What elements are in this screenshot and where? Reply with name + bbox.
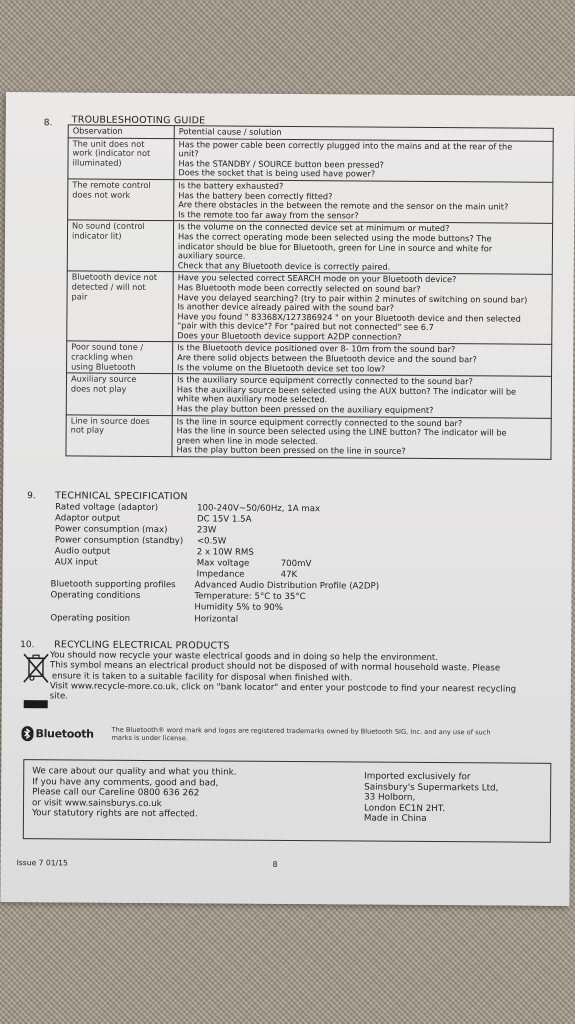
spec-label: Power consumption (max) bbox=[54, 524, 168, 536]
bluetooth-trademark-note bbox=[111, 726, 541, 745]
care-line: Please call our Careline 0800 636 262 bbox=[32, 787, 200, 799]
cause-cell bbox=[173, 342, 552, 376]
cause-line: Are there obstacles in the between the remote and the sensor on the main unit? bbox=[178, 199, 509, 212]
spec-label: Audio output bbox=[54, 546, 111, 557]
recycling-text bbox=[50, 650, 570, 705]
observation-line: using Bluetooth bbox=[71, 361, 136, 372]
recycling-line: Visit www.recycle-more.co.uk, click on "bank locator" and enter your postcode to find your nearest recycling bbox=[49, 681, 517, 695]
cause-line: Does the socket that is being used have power? bbox=[178, 167, 376, 179]
cause-line: Is another device already paired with the sound bar? bbox=[177, 301, 395, 313]
cause-line: Is the battery exhausted? bbox=[178, 180, 284, 191]
spec-value: Max voltage bbox=[196, 558, 250, 569]
care-line: We care about our quality and what you think. bbox=[32, 766, 237, 778]
address-line: Sainsbury's Supermarkets Ltd, bbox=[364, 782, 499, 794]
cause-line: Has the correct operating mode been selected using the mode buttons? The bbox=[177, 231, 492, 244]
cause-line: Are there solid objects between the Bluetooth device and the sound bar? bbox=[177, 352, 477, 365]
recycling-line: You should now recycle your waste electrical goods and in doing so help the environment. bbox=[50, 650, 439, 664]
cause-line: Have you selected correct SEARCH mode on your Bluetooth device? bbox=[177, 272, 457, 285]
spec-value: 47K bbox=[280, 569, 298, 581]
cause-cell bbox=[173, 221, 552, 275]
spec-value: 100-240V~50/60Hz, 1A max bbox=[197, 503, 321, 515]
address-line: 33 Holborn, bbox=[364, 792, 416, 803]
address-line: Imported exclusively for bbox=[364, 771, 471, 783]
observation-cell bbox=[66, 415, 172, 457]
table-row bbox=[67, 341, 552, 376]
cause-line: Has the STANDBY / SOURCE button been pressed? bbox=[178, 157, 384, 170]
cause-header: Potential cause / solution bbox=[174, 126, 553, 141]
spec-label: Rated voltage (adaptor) bbox=[55, 502, 159, 514]
section-9-number: 9. bbox=[27, 491, 36, 502]
note-line: marks is under license. bbox=[111, 733, 188, 743]
troubleshooting-table bbox=[65, 124, 553, 459]
careline-box bbox=[23, 759, 552, 843]
observation-line: work (indicator not bbox=[72, 147, 151, 159]
spec-value: <0.5W bbox=[196, 536, 227, 547]
spec-value: Horizontal bbox=[194, 614, 239, 625]
troubleshooting-title: TROUBLESHOOTING GUIDE bbox=[71, 114, 206, 127]
cause-line: Has the auxiliary source been selected using the AUX button? The indicator will be bbox=[176, 384, 517, 397]
observation-cell bbox=[66, 373, 172, 415]
cause-line: Has the play button been pressed on the line in source? bbox=[176, 444, 406, 457]
observation-cell bbox=[67, 271, 173, 342]
spec-value: DC 15V 1.5A bbox=[196, 514, 252, 525]
note-line: The Bluetooth® word mark and logos are registered trademarks owned by Bluetooth SIG, Inc. and any use of such bbox=[111, 725, 491, 737]
address-line: London EC1N 2HT. bbox=[363, 803, 446, 814]
cause-line: Has the battery been correctly fitted? bbox=[178, 189, 333, 201]
care-line: or visit www.sainsburys.co.uk bbox=[32, 797, 162, 809]
observation-line: does not play bbox=[70, 383, 127, 394]
spec-value: Temperature: 5°C to 35°C bbox=[194, 591, 306, 603]
cause-line: Has the play button been pressed on the auxiliary equipment? bbox=[176, 403, 434, 416]
observation-line: illuminated) bbox=[72, 157, 122, 168]
cause-line: Is the volume on the Bluetooth device set too low? bbox=[177, 361, 386, 374]
cause-line: Is the line in source equipment correctly connected to the sound bar? bbox=[176, 415, 463, 428]
recycling-line: This symbol means an electrical product should not be disposed of with normal household waste. Please bbox=[49, 660, 501, 674]
cause-cell bbox=[173, 272, 552, 345]
observation-cell bbox=[67, 220, 173, 272]
cause-line: Has the power cable been correctly plugged into the mains and at the rear of the bbox=[178, 138, 513, 152]
observation-cell bbox=[68, 138, 174, 180]
observation-line: No sound (control bbox=[72, 220, 145, 232]
cause-line: Have you delayed searching? (try to pair within 2 minutes of switching on sound bar) bbox=[177, 291, 528, 305]
observation-line: The unit does not bbox=[72, 138, 145, 149]
cause-line: "pair with this device"? For "paired but not connected" see 6.7 bbox=[177, 320, 434, 333]
observation-line: not play bbox=[70, 424, 105, 435]
care-line: Your statutory rights are not affected. bbox=[31, 808, 198, 820]
address-line: Made in China bbox=[363, 813, 427, 825]
observation-line: Auxiliary source bbox=[70, 373, 137, 385]
observation-line: Poor sound tone / bbox=[71, 341, 144, 353]
section-10-number: 10. bbox=[20, 640, 35, 651]
recycling-line: ensure it is taken to a suitable facility for disposal when finished with. bbox=[51, 670, 353, 684]
page-number: 8 bbox=[272, 859, 278, 869]
observation-line: indicator lit) bbox=[71, 230, 122, 241]
observation-header: Observation bbox=[68, 125, 174, 138]
issue-number: Issue 7 01/15 bbox=[16, 858, 68, 868]
cause-line: Is the remote too far away from the sensor? bbox=[178, 208, 359, 221]
observation-cell bbox=[68, 179, 174, 221]
observation-line: detected / will not bbox=[71, 281, 146, 292]
careline-text bbox=[32, 766, 237, 820]
cause-cell bbox=[172, 374, 551, 418]
cause-line: white when auxiliary mode selected. bbox=[176, 393, 328, 405]
cause-line: indicator should be blue for Bluetooth, green for Line in source and white for bbox=[177, 240, 493, 253]
spec-value: 2 x 10W RMS bbox=[196, 547, 254, 558]
importer-address bbox=[364, 772, 499, 826]
recycling-line: site. bbox=[49, 691, 69, 702]
spec-label: Adaptor output bbox=[54, 513, 121, 524]
cause-line: Does your Bluetooth device support A2DP connection? bbox=[177, 330, 402, 342]
recycling-title: RECYCLING ELECTRICAL PRODUCTS bbox=[54, 639, 230, 652]
cause-cell bbox=[172, 415, 551, 459]
cause-line: Has the line in source been selected using the LINE button? The indicator will be bbox=[176, 425, 507, 438]
spec-value: Advanced Audio Distribution Profile (A2DP) bbox=[194, 580, 380, 592]
bluetooth-wordmark: Bluetooth bbox=[35, 727, 94, 741]
bluetooth-icon bbox=[21, 726, 33, 741]
spec-label: Power consumption (standby) bbox=[54, 535, 184, 547]
cause-line: Check that any Bluetooth device is correctly paired. bbox=[177, 259, 391, 272]
observation-line: does not work bbox=[72, 189, 131, 200]
cause-line: Is the Bluetooth device positioned over 8- 10m from the sound bar? bbox=[177, 342, 456, 355]
cause-line: Has Bluetooth mode been correctly selected on sound bar? bbox=[177, 282, 421, 294]
cause-line: Is the auxiliary source equipment correctly connected to the sound bar? bbox=[176, 374, 473, 387]
spec-label: Operating position bbox=[50, 613, 131, 624]
cause-line: Have you found " 83368X/127386924 " on your Bluetooth device and then selected bbox=[177, 310, 521, 324]
section-8-number: 8. bbox=[43, 118, 53, 129]
cause-cell bbox=[174, 180, 553, 224]
spec-value: Humidity 5% to 90% bbox=[194, 602, 283, 613]
observation-cell bbox=[67, 341, 173, 374]
weee-bar bbox=[24, 700, 48, 708]
manual-page bbox=[0, 92, 575, 906]
spec-value: 23W bbox=[196, 525, 217, 536]
spec-value: 700mV bbox=[280, 558, 312, 570]
crossed-bin-icon bbox=[22, 652, 50, 686]
cause-line: unit? bbox=[178, 148, 199, 159]
care-line: If you have any comments, good and bad, bbox=[32, 776, 219, 789]
spec-label: Operating conditions bbox=[50, 590, 141, 601]
observation-line: Bluetooth device not bbox=[71, 271, 158, 283]
table-row bbox=[67, 271, 552, 345]
cause-line: Is the volume on the connected device set at minimum or muted? bbox=[178, 221, 450, 234]
table-row bbox=[68, 138, 553, 183]
table-row bbox=[67, 220, 552, 274]
cause-cell bbox=[174, 138, 553, 182]
cause-line: green when line in mode selected. bbox=[176, 435, 319, 446]
observation-line: Line in source does bbox=[70, 415, 150, 426]
spec-label: AUX input bbox=[54, 557, 98, 568]
table-row bbox=[68, 179, 553, 224]
observation-line: pair bbox=[71, 290, 88, 302]
cause-line: auxiliary source. bbox=[177, 250, 246, 261]
observation-line: The remote control bbox=[72, 179, 151, 190]
observation-line: crackling when bbox=[71, 351, 133, 362]
bluetooth-logo bbox=[21, 726, 93, 742]
spec-label: Bluetooth supporting profiles bbox=[50, 579, 176, 591]
table-row bbox=[66, 373, 551, 418]
spec-value: Impedance bbox=[196, 569, 245, 580]
spec-title: TECHNICAL SPECIFICATION bbox=[55, 490, 188, 503]
table-row bbox=[66, 415, 551, 460]
